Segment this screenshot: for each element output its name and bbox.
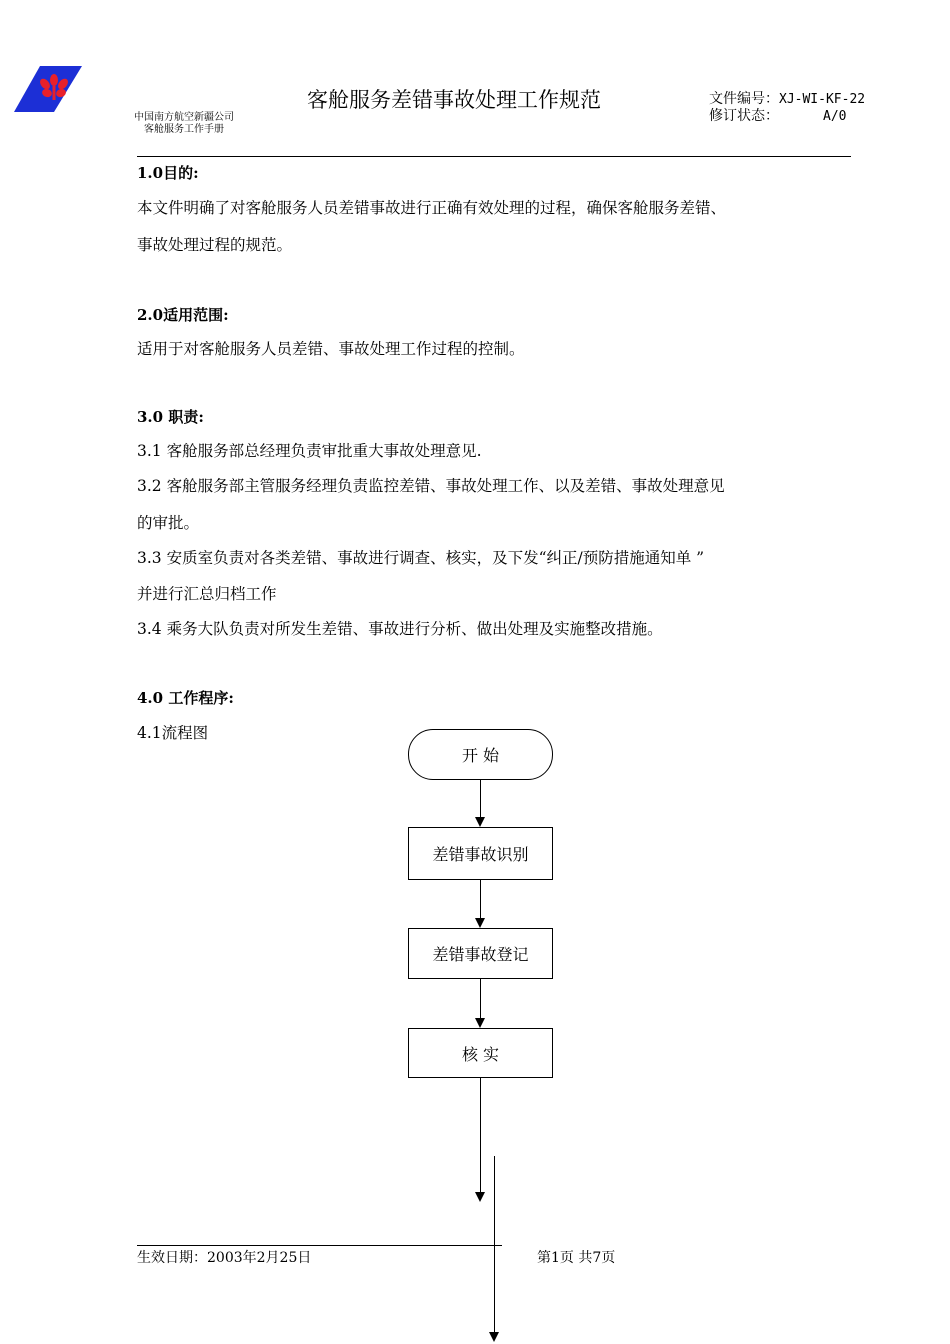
revision-value: A/0	[823, 109, 847, 124]
effective-date: 生效日期：2003年2月25日	[137, 1250, 312, 1266]
page-number: 第1页 共7页	[537, 1250, 616, 1266]
doc-number-value: XJ-WI-KF-22	[779, 92, 866, 107]
duty-item-4: 3.4 乘务大队负责对所发生差错、事故进行分析、做出处理及实施整改措施。	[137, 620, 663, 638]
flowchart-subheading: 4.1流程图	[137, 724, 209, 742]
flow-connector-continuation	[494, 1156, 495, 1332]
duty-item-1: 3.1 客舱服务部总经理负责审批重大事故处理意见.	[137, 442, 482, 460]
document-title: 客舱服务差错事故处理工作规范	[307, 88, 601, 112]
company-name	[134, 112, 234, 136]
flow-step-register-label: 差错事故登记	[432, 945, 529, 964]
flow-step-verify	[408, 1028, 553, 1078]
section-scope-heading: 2.0适用范围:	[137, 306, 229, 324]
duty-item-3-line-1: 3.3 安质室负责对各类差错、事故进行调查、核实，及下发“纠正/预防措施通知单 ”	[137, 549, 705, 567]
revision-label: 修订状态：	[709, 108, 779, 124]
arrow-down-icon	[475, 1018, 485, 1028]
flow-step-verify-label: 核 实	[461, 1044, 500, 1064]
duty-item-3-line-2: 并进行汇总归档工作	[137, 585, 277, 603]
footer-divider	[137, 1245, 502, 1246]
flow-step-register	[408, 928, 553, 979]
flow-connector	[480, 1078, 481, 1192]
flow-connector	[480, 780, 481, 817]
arrow-down-icon	[475, 817, 485, 827]
revision-status	[709, 105, 846, 125]
flow-connector	[480, 979, 481, 1018]
purpose-text-line-1: 本文件明确了对客舱服务人员差错事故进行正确有效处理的过程，确保客舱服务差错、	[137, 199, 727, 217]
flow-step-identify	[408, 827, 553, 880]
arrow-down-icon	[475, 918, 485, 928]
flow-step-identify-label: 差错事故识别	[432, 845, 529, 864]
arrow-down-icon	[489, 1332, 499, 1342]
company-line-2: 客舱服务工作手册	[144, 124, 224, 135]
arrow-down-icon	[475, 1192, 485, 1202]
flow-start-label: 开 始	[461, 746, 500, 765]
section-duties-heading: 3.0 职责:	[137, 408, 204, 426]
section-purpose-heading: 1.0目的:	[137, 164, 199, 182]
duty-item-2-line-2: 的审批。	[137, 514, 200, 532]
company-line-1: 中国南方航空新疆公司	[134, 112, 234, 123]
duty-item-2-line-1: 3.2 客舱服务部主管服务经理负责监控差错、事故处理工作、以及差错、事故处理意见	[137, 477, 725, 495]
flow-connector	[480, 880, 481, 918]
purpose-text-line-2: 事故处理过程的规范。	[137, 236, 293, 254]
header-divider	[137, 156, 851, 157]
scope-text: 适用于对客舱服务人员差错、事故处理工作过程的控制。	[137, 340, 525, 358]
section-procedure-heading: 4.0 工作程序:	[137, 689, 234, 707]
china-southern-logo-icon	[14, 66, 82, 112]
flow-start-terminal	[408, 729, 553, 780]
doc-number-label: 文件编号：	[709, 91, 779, 107]
